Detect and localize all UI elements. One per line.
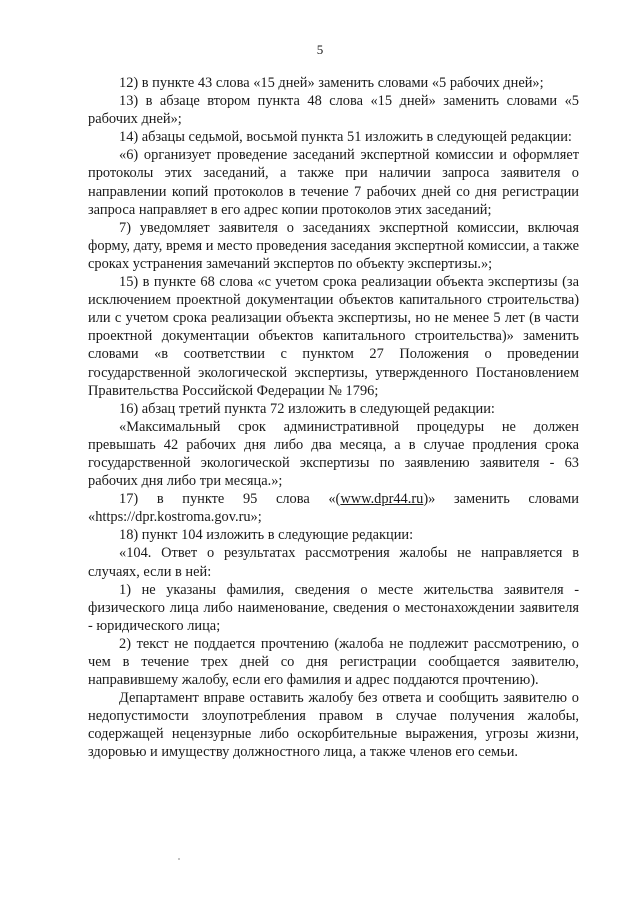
scan-dot: [178, 858, 180, 860]
paragraph-18-sub-2: 2) текст не поддается прочтению (жалоба не подлежит рассмотрению, о чем в течение трех дней со дня регистрации сообщается заявителю, направившему жалобу, если его фамилия и адрес поддаются прочтению).: [88, 635, 579, 689]
paragraph-18-department: Департамент вправе оставить жалобу без ответа и сообщить заявителю о недопустимости злоупотребления правом в случае получения жалобы, содержащей нецензурные либо оскорбительные выражения, угрозы жизни, здоровью и имуществу должностного лица, а также членов его семьи.: [88, 690, 579, 761]
paragraph-17-text-after: )» заменить словами «https://dpr.kostroma.gov.ru»;: [88, 491, 579, 526]
page-number: 5: [316, 42, 324, 57]
document-body: [88, 74, 579, 762]
dpr44-link[interactable]: www.dpr44.ru: [340, 491, 424, 508]
paragraph-18-item-104: «104. Ответ о результатах рассмотрения жалобы не направляется в случаях, если в ней:: [88, 545, 579, 580]
paragraph-17: [88, 490, 579, 526]
paragraph-14-item-7: 7) уведомляет заявителя о заседаниях экспертной комиссии, включая форму, дату, время и место проведения заседания экспертной комиссии, а также сроках устранения замечаний экспертов по объекту экспертизы.»;: [88, 219, 579, 272]
paragraph-13: 13) в абзаце втором пункта 48 слова «15 дней» заменить словами «5 рабочих дней»;: [88, 93, 579, 128]
paragraph-14-item-6: «6) организует проведение заседаний экспертной комиссии и оформляет протоколы этих заседаний, а также при наличии запроса заявителя о направлении копий протоколов в течение 7 рабочих дней со дня регистрации запроса направляет в его адрес копии протоколов этих заседаний;: [88, 147, 579, 218]
paragraph-14: 14) абзацы седьмой, восьмой пункта 51 изложить в следующей редакции:: [119, 129, 572, 146]
paragraph-16: 16) абзац третий пункта 72 изложить в следующей редакции:: [119, 400, 495, 417]
paragraph-12: 12) в пункте 43 слова «15 дней» заменить словами «5 рабочих дней»;: [119, 75, 544, 91]
paragraph-18: 18) пункт 104 изложить в следующие редакции:: [119, 527, 414, 544]
paragraph-17-text-before: 17) в пункте 95 слова «(: [119, 491, 341, 508]
paragraph-16-quote: «Максимальный срок административной процедуры не должен превышать 42 рабочих дня либо два месяца, а в случае продления срока государственной экологической экспертизы по заявлению заявителя - 63 рабочих дня либо три месяца.»;: [88, 418, 579, 490]
paragraph-15: 15) в пункте 68 слова «с учетом срока реализации объекта экспертизы (за исключением проектной документации объектов капитального строительства) или с учетом срока реализации объекта экспертизы, но не менее 5 лет (в части проектной документации объектов капитального строительства)» заменить словами «в соответствии с пунктом 27 Положения о проведении государственной экологической экспертизы, утвержденного Постановлением Правительства Российской Федерации № 1796;: [88, 274, 579, 399]
paragraph-18-sub-1: 1) не указаны фамилия, сведения о месте жительства заявителя - физического лица либо наименование, сведения о местонахождении заявителя - юридического лица;: [88, 581, 579, 634]
